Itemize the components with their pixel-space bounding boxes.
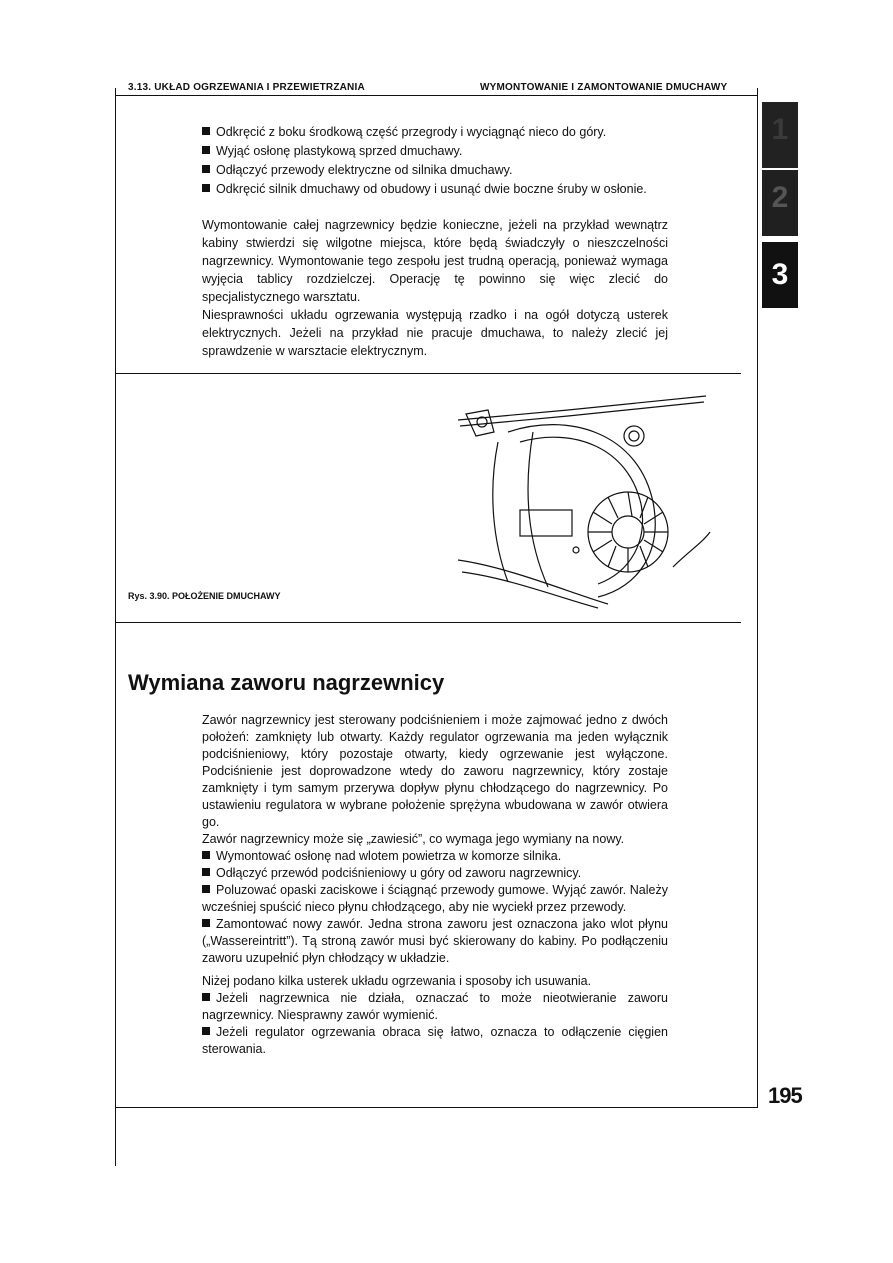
page-number: 195 — [768, 1083, 802, 1108]
list-item: Zamontować nowy zawór. Jedna strona zaworu jest oznaczona jako wlot płynu („Wassereintritt”). Tą stroną zawór musi być skierowany do kabiny. Po podłączeniu zaworu uzupełnić płyn chłodzący w układzie. — [202, 917, 668, 965]
header-rule — [115, 95, 757, 96]
blower-removal-steps — [202, 123, 668, 199]
footer-rule — [115, 1107, 757, 1108]
motor-connector-inner — [629, 431, 639, 441]
figure-bottom-rule — [115, 622, 741, 623]
list-item: Poluzować opaski zaciskowe i ściągnąć przewody gumowe. Wyjąć zawór. Należy wcześniej spuścić nieco płynu chłodzącego, aby nie wyciekł przez przewody. — [202, 883, 668, 914]
housing-top-edge-inner — [460, 402, 704, 426]
running-header-section: 3.13. UKŁAD OGRZEWANIA I PRZEWIETRZANIA — [128, 82, 365, 93]
bullet-icon — [202, 919, 210, 927]
bullet-icon — [202, 993, 210, 1001]
bullet-icon — [202, 851, 210, 859]
bullet-icon — [202, 165, 210, 173]
chapter-tab-3: 3 — [762, 242, 798, 308]
list-item: Wyjąć osłonę plastykową sprzed dmuchawy. — [202, 142, 668, 161]
housing-bottom — [458, 560, 608, 604]
blower-illustration — [448, 392, 713, 610]
running-header-topic: WYMONTOWANIE I ZAMONTOWANIE DMUCHAWY — [480, 82, 728, 93]
bullet-icon — [202, 885, 210, 893]
bullet-icon — [202, 127, 210, 135]
list-item: Jeżeli regulator ogrzewania obraca się łatwo, oznacza to odłączenie cięgien sterowania. — [202, 1025, 668, 1056]
figure-top-rule — [115, 373, 741, 374]
list-item: Odłączyć przewody elektryczne od silnika dmuchawy. — [202, 161, 668, 180]
valve-jam-note: Zawór nagrzewnicy może się „zawiesić”, co wymaga jego wymiany na nowy. — [202, 832, 625, 846]
list-item: Odkręcić silnik dmuchawy od obudowy i usunąć dwie boczne śruby w osłonie. — [202, 180, 668, 199]
figure-caption: Rys. 3.90. POŁOŻENIE DMUCHAWY — [128, 591, 281, 601]
housing-top-edge — [458, 396, 706, 420]
valve-intro-paragraph: Zawór nagrzewnicy jest sterowany podciśnieniem i może zajmować jedno z dwóch położeń: zamknięty lub otwarty. Każdy regulator ogrzewania ma jeden wyłącznik podciśnieniowy, który pozostaje otwarty, kiedy ogrzewanie jest wyłączone. Podciśnienie jest doprowadzone wtedy do zaworu nagrzewnicy, który zostaje zamknięty i tym samym przerywa dopływ płynu chłodzącego do nagrzewnicy. Po ustawieniu regulatora w wybrane położenie sprężyna wbudowana w zawór otwiera go. — [202, 713, 668, 829]
list-item: Wymontować osłonę nad wlotem powietrza w komorze silnika. — [202, 848, 668, 865]
fastener-icon — [573, 547, 579, 553]
valve-replacement-text — [202, 712, 668, 1058]
blower-wheel-hub — [612, 516, 644, 548]
section-title: Wymiana zaworu nagrzewnicy — [128, 670, 445, 695]
plastic-cover — [520, 510, 572, 536]
chapter-tab-1: 1 — [762, 102, 798, 168]
right-margin-line — [757, 88, 758, 1108]
bracket-bolt-icon — [477, 417, 487, 427]
list-item: Odłączyć przewód podciśnieniowy u góry od zaworu nagrzewnicy. — [202, 865, 668, 882]
bullet-icon — [202, 868, 210, 876]
motor-connector-icon — [624, 426, 644, 446]
fault-note-paragraph: Niesprawności układu ogrzewania występują rzadko i na ogół dotyczą usterek elektrycznych. Jeżeli na przykład nie pracuje dmuchawa, to należy zlecić jej sprawdzenie w warsztacie elektrycznym. — [202, 308, 668, 358]
heater-removal-paragraph: Wymontowanie całej nagrzewnicy będzie konieczne, jeżeli na przykład wewnątrz kabiny stwierdzi się wilgotne miejsca, które będą świadczyły o nieszczelności nagrzewnicy. Wymontowanie tego zespołu jest trudną operacją, ponieważ wymaga wyjęcia tablicy rozdzielczej. Operację tę powinno się więc zlecić do specjalistycznego warsztatu. — [202, 218, 668, 304]
chapter-tab-2: 2 — [762, 170, 798, 236]
faults-intro: Niżej podano kilka usterek układu ogrzewania i sposoby ich usuwania. — [202, 974, 592, 988]
bullet-icon — [202, 1027, 210, 1035]
bullet-icon — [202, 184, 210, 192]
list-item: Odkręcić z boku środkową część przegrody i wyciągnąć nieco do góry. — [202, 123, 668, 142]
bullet-icon — [202, 146, 210, 154]
right-bracket — [673, 532, 710, 567]
duct-left — [493, 442, 508, 582]
left-margin-line — [115, 88, 116, 1166]
list-item: Jeżeli nagrzewnica nie działa, oznaczać to może nieotwieranie zaworu nagrzewnicy. Niesprawny zawór wymienić. — [202, 991, 668, 1022]
